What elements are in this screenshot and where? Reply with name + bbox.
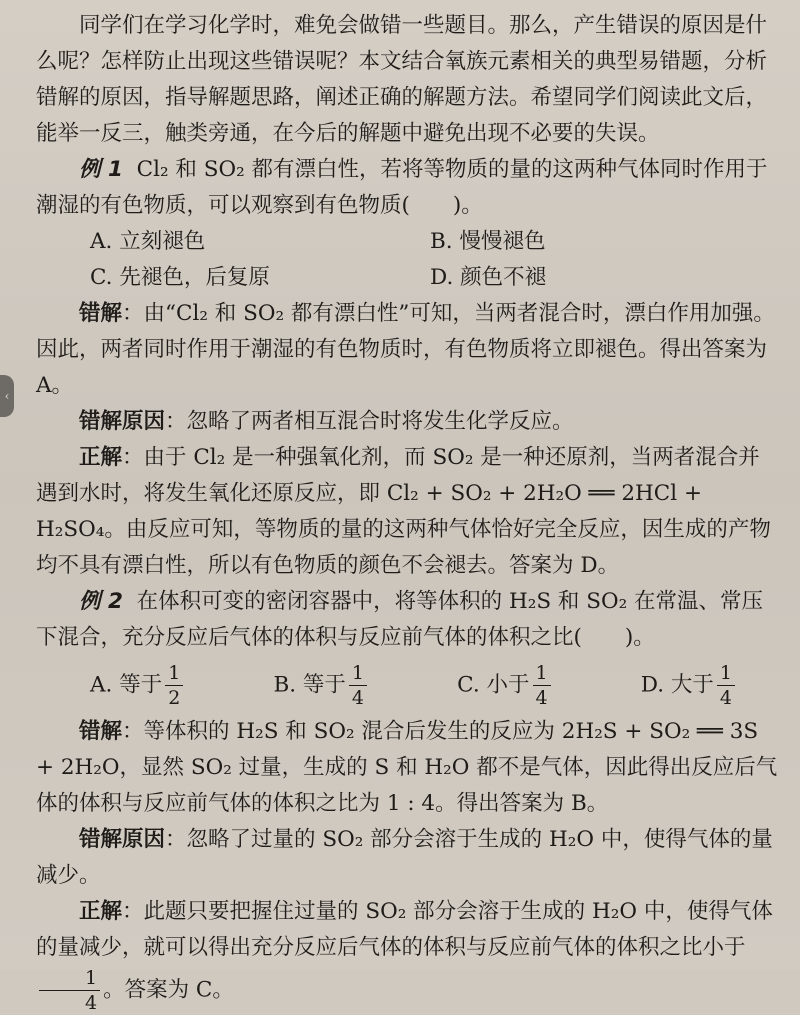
example2-wrong-label: 错解	[79, 719, 123, 744]
example2-wrong-text: ：等体积的 H₂S 和 SO₂ 混合后发生的反应为 2H₂S + SO₂ ══ 3S + 2H₂O，显然 SO₂ 过量，生成的 S 和 H₂O 都不是气体，因此得出反应后气体的体积与反应前气体的体积之比为 1 : 4。得出答案为 B。	[36, 719, 778, 816]
example2-reason-label: 错解原因	[79, 827, 166, 852]
example2-option-c	[457, 661, 553, 710]
example1-wrong-text: ：由“Cl₂ 和 SO₂ 都有漂白性”可知，当两者混合时，漂白作用加强。因此，两者同时作用于潮湿的有色物质时，有色物质将立即褪色。得出答案为 A。	[36, 301, 775, 398]
fraction-denominator: 4	[351, 686, 364, 709]
page-nav-tab[interactable]	[0, 375, 14, 417]
example1-wrong-solution	[36, 296, 778, 404]
fraction-denominator: 4	[85, 992, 98, 1014]
example1-question-text: Cl₂ 和 SO₂ 都有漂白性，若将等物质的量的这两种气体同时作用于潮湿的有色物质，可以观察到有色物质( )。	[36, 157, 768, 218]
example2-wrong-solution	[36, 714, 778, 822]
example1-error-reason	[36, 404, 778, 440]
fraction-denominator: 4	[535, 686, 548, 709]
example2-option-b	[273, 661, 370, 710]
example1-question	[36, 152, 778, 224]
example2-label: 例 2	[79, 589, 123, 614]
fraction	[39, 966, 100, 1015]
example1-correct-text: ：由于 Cl₂ 是一种强氧化剂，而 SO₂ 是一种还原剂，当两者混合并遇到水时，将发生氧化还原反应，即 Cl₂ + SO₂ + 2H₂O ══ 2HCl + H₂SO₄。由反应可知，等物质的量的这两种气体恰好完全反应，因生成的产物均不具有漂白性，所以有色物质的颜色不会褪去。答案为 D。	[36, 445, 771, 578]
example1-option-b: B. 慢慢褪色	[430, 229, 546, 254]
example2-option-a-prefix: A. 等于	[90, 672, 163, 697]
example1-option-a: A. 立刻褪色	[90, 229, 206, 254]
example2-reason-text: ：忽略了过量的 SO₂ 部分会溶于生成的 H₂O 中，使得气体的量减少。	[36, 827, 773, 888]
example2-correct-tail: 。答案为 C。	[103, 977, 234, 1003]
fraction	[165, 661, 183, 710]
example2-option-b-prefix: B. 等于	[273, 672, 346, 697]
example1-option-d: D. 颜色不褪	[430, 265, 547, 290]
example2-option-a	[90, 661, 186, 710]
example1-reason-text: ：忽略了两者相互混合时将发生化学反应。	[165, 409, 574, 434]
fraction-numerator: 1	[717, 661, 735, 686]
example1-correct-solution	[36, 440, 778, 584]
example1-label: 例 1	[79, 157, 123, 182]
fraction	[349, 661, 367, 710]
fraction-denominator: 2	[168, 686, 181, 709]
example1-reason-label: 错解原因	[79, 409, 166, 434]
fraction	[533, 661, 551, 710]
fraction-numerator: 1	[165, 661, 183, 686]
example2-option-c-prefix: C. 小于	[457, 672, 530, 697]
fraction-denominator: 4	[719, 686, 732, 709]
example2-correct-text: ：此题只要把握住过量的 SO₂ 部分会溶于生成的 H₂O 中，使得气体的量减少，就可以得出充分反应后气体的体积与反应前气体的体积之比小于	[36, 899, 773, 960]
example2-option-d	[641, 661, 738, 710]
example1-option-c: C. 先褪色，后复原	[90, 265, 270, 290]
fraction-numerator: 1	[533, 661, 551, 686]
fraction-numerator: 1	[39, 966, 100, 991]
example2-question	[36, 584, 778, 656]
example1-options	[90, 224, 778, 296]
fraction-numerator: 1	[349, 661, 367, 686]
example2-correct-label: 正解	[79, 899, 123, 924]
intro-paragraph: 同学们在学习化学时，难免会做错一些题目。那么，产生错误的原因是什么呢？怎样防止出现这些错误呢？本文结合氧族元素相关的典型易错题，分析错解的原因，指导解题思路，阐述正确的解题方法。希望同学们阅读此文后，能举一反三，触类旁通，在今后的解题中避免出现不必要的失误。	[36, 13, 768, 146]
example2-options	[90, 656, 738, 714]
example2-correct-solution	[36, 894, 778, 1015]
fraction	[717, 661, 735, 710]
chevron-left-icon: ‹	[4, 389, 10, 403]
example1-wrong-label: 错解	[79, 301, 123, 326]
example2-option-d-prefix: D. 大于	[640, 672, 714, 697]
example1-correct-label: 正解	[79, 445, 123, 470]
example2-error-reason	[36, 822, 778, 894]
example2-question-text: 在体积可变的密闭容器中，将等体积的 H₂S 和 SO₂ 在常温、常压下混合，充分反应后气体的体积与反应前气体的体积之比( )。	[36, 589, 764, 650]
